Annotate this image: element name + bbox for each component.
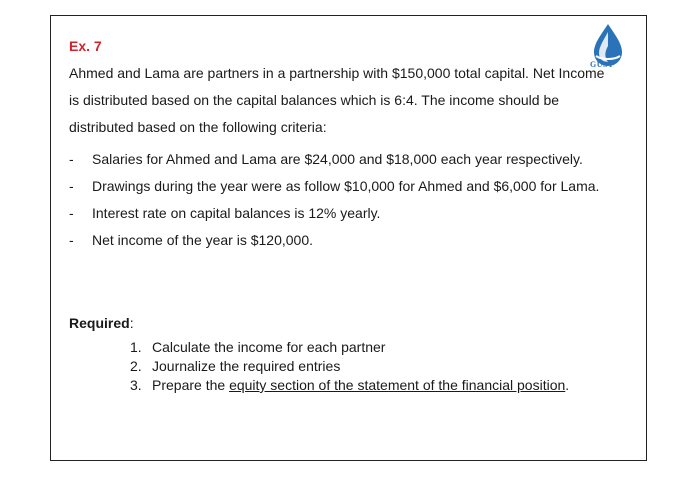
list-item: - Net income of the year is $120,000.: [69, 227, 609, 254]
step-number: 2.: [130, 358, 142, 374]
step-text: Calculate the income for each partner: [152, 339, 386, 355]
list-item: [130, 376, 569, 395]
step-text: [152, 376, 569, 395]
list-item: - Interest rate on capital balances is 12% yearly.: [69, 200, 609, 227]
step-text-pre: Prepare the: [152, 377, 230, 393]
list-item: - Salaries for Ahmed and Lama are $24,000 and $18,000 each year respectively.: [69, 146, 609, 173]
exercise-title: Ex. 7: [69, 38, 102, 54]
steps-list: [130, 338, 569, 395]
step-text: Journalize the required entries: [152, 358, 341, 374]
list-item: - Drawings during the year were as follow $10,000 for Ahmed and $6,000 for Lama.: [69, 173, 609, 200]
required-colon: :: [129, 315, 134, 331]
intro-paragraph: Ahmed and Lama are partners in a partnership with $150,000 total capital. Net Income is distributed based on the capital balances which is 6:4. The income should be distributed based on the following criteria:: [69, 65, 605, 135]
step-text-post: .: [565, 377, 570, 393]
required-label: Required: [69, 315, 130, 331]
step-number: 1.: [130, 339, 142, 355]
step-text-underlined: equity section of the statement of the financial position: [229, 377, 566, 393]
step-number: 3.: [130, 377, 142, 393]
required-heading: [69, 313, 134, 333]
logo-text: GUST: [590, 60, 614, 69]
criteria-list: [69, 146, 609, 254]
list-item: [130, 357, 569, 376]
list-item: [130, 338, 569, 357]
